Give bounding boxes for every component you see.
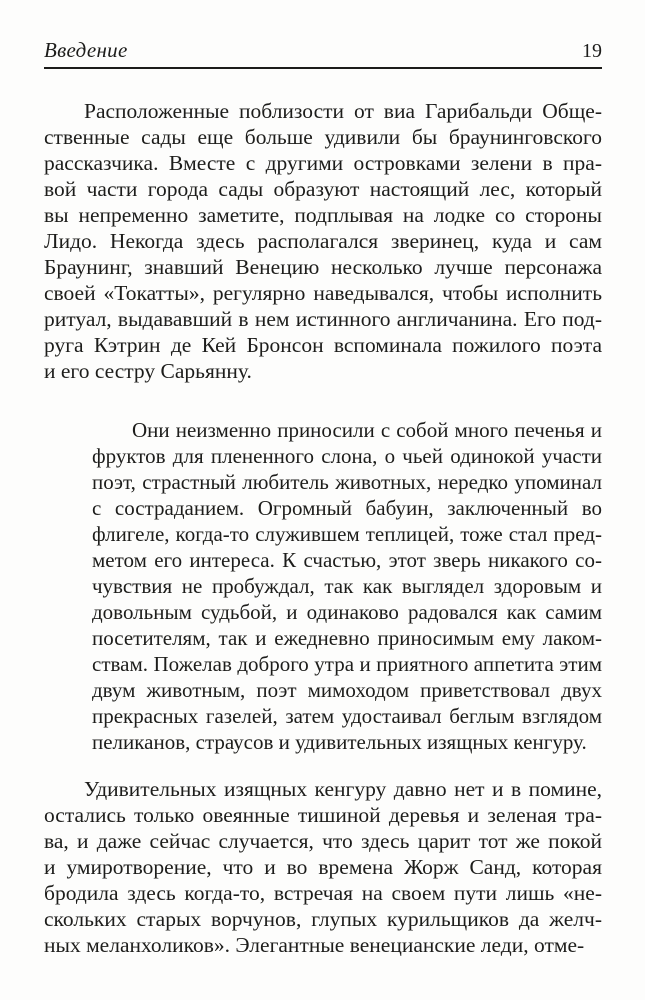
text-line: Браунинг, знавший Венецию несколько лучше персонажа [44, 255, 602, 279]
text-line: бродила здесь когда-то, встречая на своем пути лишь «не- [44, 881, 602, 905]
text-line: рассказчика. Вместе с другими островками зелени в пра- [44, 151, 602, 175]
text-line: Лидо. Некогда здесь располагался зверинец, куда и сам [44, 229, 602, 253]
text-line: ритуал, выдававший в нем истинного англичанина. Его под- [44, 307, 602, 331]
text-line: остались только овеянные тишиной деревья и зеленая тра- [44, 803, 602, 827]
text-line: Расположенные поблизости от виа Гарибальди Обще- [84, 99, 602, 123]
paragraph-closing [44, 776, 602, 958]
text-line: Удивительных изящных кенгуру давно нет и в помине, [84, 777, 602, 801]
page-number: 19 [582, 40, 602, 62]
text-line: посетителям, так и ежедневно приносимым ему лаком- [92, 626, 602, 650]
text-line: Они неизменно приносили с собой много печенья и [132, 418, 602, 442]
text-line: флигеле, когда-то служившем теплицей, тоже стал пред- [92, 522, 602, 546]
text-line: довольным судьбой, и одинаково радовался как самим [92, 600, 602, 624]
text-line: ствам. Пожелав доброго утра и приятного аппетита этим [92, 652, 602, 676]
text-line: и его сестру Сарьянну. [44, 359, 252, 383]
text-line: фруктов для плененного слона, о чьей одинокой участи [92, 444, 602, 468]
text-line: вой части города сады образуют настоящий лес, который [44, 177, 602, 201]
text-line: скольких старых ворчунов, глупых курильщиков да желч- [44, 907, 602, 931]
block-quote [92, 417, 602, 755]
header-rule [44, 67, 602, 69]
paragraph-intro [44, 98, 602, 384]
text-line: поэт, страстный любитель животных, нередко упоминал [92, 470, 602, 494]
running-title: Введение [44, 38, 128, 62]
text-line: ных меланхоликов». Элегантные венецианские леди, отме- [44, 933, 585, 957]
text-line: метом его интереса. К счастью, этот зверь никакого со- [92, 548, 602, 572]
text-line: пеликанов, страусов и удивительных изящных кенгуру. [92, 730, 587, 754]
text-line: прекрасных газелей, затем удостаивал беглым взглядом [92, 704, 602, 728]
text-line: ственные сады еще больше удивили бы браунинговского [44, 125, 602, 149]
text-line: чувствия не пробуждал, так как выглядел здоровым и [92, 574, 602, 598]
text-line: и умиротворение, что и во времена Жорж Санд, которая [44, 855, 602, 879]
text-line: вы непременно заметите, подплывая на лодке со стороны [44, 203, 602, 227]
text-line: руга Кэтрин де Кей Бронсон вспоминала пожилого поэта [44, 333, 602, 357]
text-line: своей «Токатты», регулярно наведывался, чтобы исполнить [44, 281, 602, 305]
page-header [44, 38, 602, 63]
text-line: двум животным, поэт мимоходом приветствовал двух [92, 678, 602, 702]
text-line: с состраданием. Огромный бабуин, заключенный во [92, 496, 602, 520]
text-line: ва, и даже сейчас случается, что здесь царит тот же покой [44, 829, 602, 853]
